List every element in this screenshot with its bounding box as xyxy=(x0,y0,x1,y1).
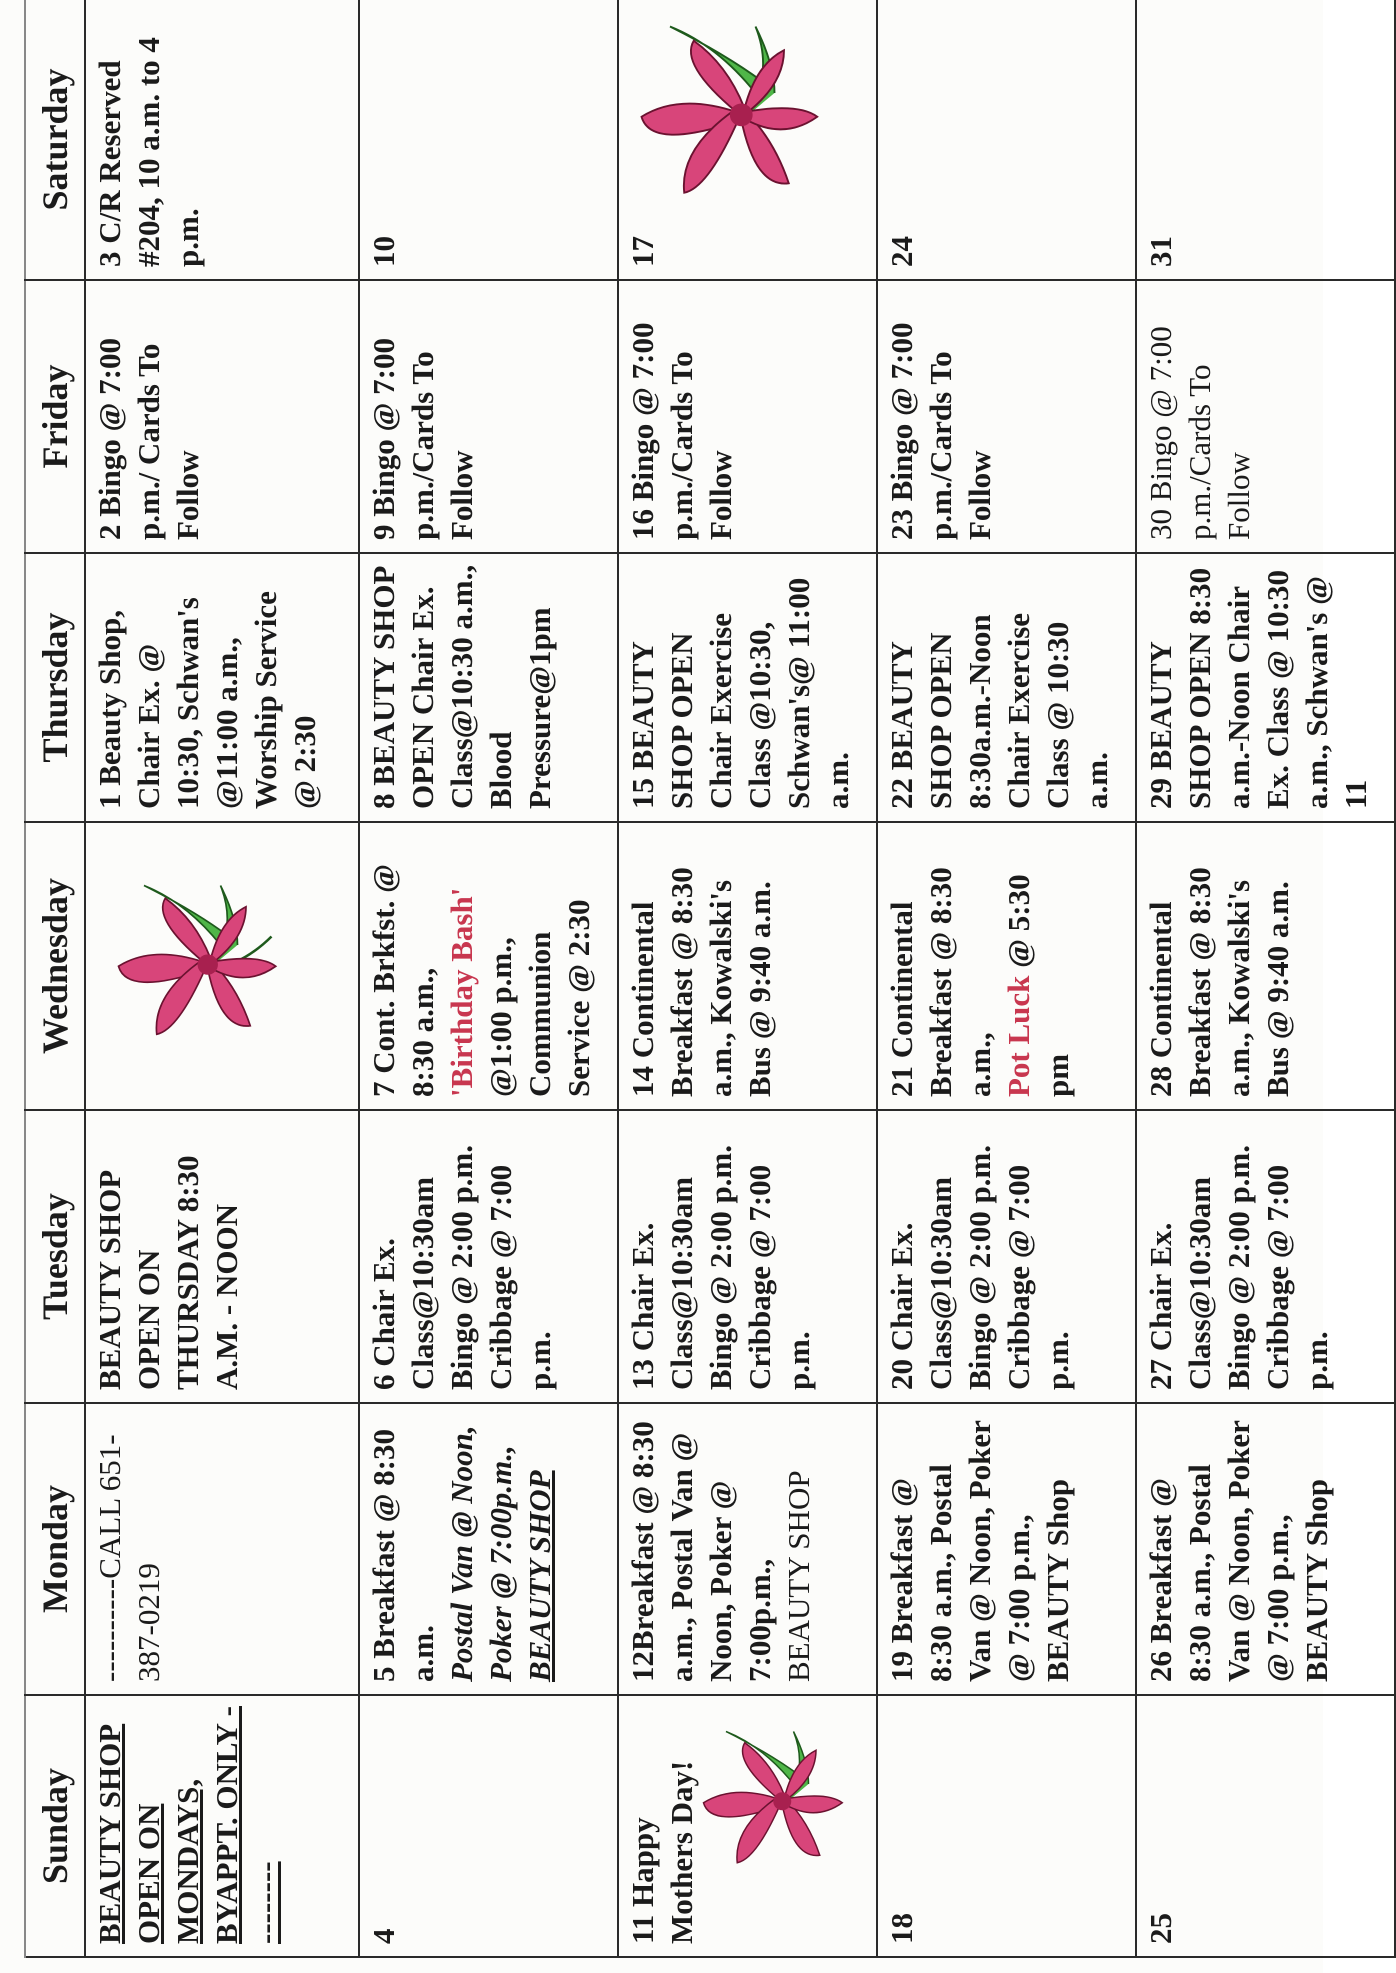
day-cell-tue-week2: 6 Chair Ex. Class@10:30am Bingo @ 2:00 p.m. Cribbage @ 7:00 p.m. xyxy=(359,1110,618,1403)
day-cell-thu-week2: 8 BEAUTY SHOP OPEN Chair Ex. Class@10:30 a.m., Blood Pressure@1pm xyxy=(359,553,618,822)
day-cell-fri-week1: 2 Bingo @ 7:00 p.m./ Cards To Follow xyxy=(85,280,359,553)
day-cell-sat-week4: 24 xyxy=(877,0,1136,280)
pink-flower-icon xyxy=(632,17,822,207)
week-row-3 xyxy=(618,0,877,1957)
week-row-2 xyxy=(359,0,618,1957)
day-cell-sun-week1: BEAUTY SHOP OPEN ON MONDAYS, BYAPPT. ONLY --------- xyxy=(85,1695,359,1957)
day-cell-wed-week2: 7 Cont. Brkfst. @ 8:30 a.m., 'Birthday Bash' @1:00 p.m., Communion Service @ 2:30 xyxy=(359,822,618,1110)
day-cell-thu-week1: 1 Beauty Shop, Chair Ex. @ 10:30, Schwan's @11:00 a.m., Worship Service @ 2:30 xyxy=(85,553,359,822)
day-header-tuesday: Tuesday xyxy=(25,1110,85,1403)
day-header-sunday: Sunday xyxy=(25,1695,85,1957)
day-cell-mon-week4: 19 Breakfast @ 8:30 a.m., Postal Van @ Noon, Poker @ 7:00 p.m., BEAUTY Shop xyxy=(877,1403,1136,1695)
day-cell-fri-week3: 16 Bingo @ 7:00 p.m./Cards To Follow xyxy=(618,280,877,553)
pink-flower-icon xyxy=(110,877,280,1047)
day-header-thursday: Thursday xyxy=(25,553,85,822)
day-cell-sat-week1: 3 C/R Reserved #204, 10 a.m. to 4 p.m. xyxy=(85,0,359,280)
day-cell-fri-week2: 9 Bingo @ 7:00 p.m./Cards To Follow xyxy=(359,280,618,553)
pink-flower-icon xyxy=(696,1724,846,1874)
day-cell-sun-week3: 11 Happy Mothers Day! xyxy=(618,1695,877,1957)
day-header-saturday: Saturday xyxy=(25,0,85,280)
day-header-friday: Friday xyxy=(25,280,85,553)
day-cell-sat-week5: 31 xyxy=(1136,0,1395,280)
day-cell-sun-week2: 4 xyxy=(359,1695,618,1957)
day-cell-thu-week5: 29 BEAUTY SHOP OPEN 8:30 a.m.-Noon Chair Ex. Class @ 10:30 a.m., Schwan's @ 11 xyxy=(1136,553,1395,822)
flower-decoration xyxy=(90,833,358,1097)
day-cell-fri-week5: 30 Bingo @ 7:00 p.m./Cards To Follow xyxy=(1136,280,1395,553)
day-cell-mon-week2: 5 Breakfast @ 8:30 a.m. Postal Van @ Noon, Poker @ 7:00p.m., BEAUTY SHOP xyxy=(359,1403,618,1695)
day-cell-wed-week5: 28 Continental Breakfast @ 8:30 a.m., Kowalski's Bus @ 9:40 a.m. xyxy=(1136,822,1395,1110)
week-row-4 xyxy=(877,0,1136,1957)
day-cell-fri-week4: 23 Bingo @ 7:00 p.m./Cards To Follow xyxy=(877,280,1136,553)
day-cell-thu-week3: 15 BEAUTY SHOP OPEN Chair Exercise Class @10:30, Schwan's@ 11:00 a.m. xyxy=(618,553,877,822)
day-cell-sun-week5: 25 xyxy=(1136,1695,1395,1957)
day-cell-tue-week4: 20 Chair Ex. Class@10:30am Bingo @ 2:00 p.m. Cribbage @ 7:00 p.m. xyxy=(877,1110,1136,1403)
week-row-5 xyxy=(1136,0,1395,1957)
day-cell-wed-week1 xyxy=(85,822,359,1110)
day-header-wednesday: Wednesday xyxy=(25,822,85,1110)
day-cell-mon-week1: ----------CALL 651-387-0219 xyxy=(85,1403,359,1695)
day-cell-mon-week5: 26 Breakfast @ 8:30 a.m., Postal Van @ Noon, Poker @ 7:00 p.m., BEAUTY Shop xyxy=(1136,1403,1395,1695)
week-row-1 xyxy=(85,0,359,1957)
day-cell-sat-week2: 10 xyxy=(359,0,618,280)
day-cell-sun-week4: 18 xyxy=(877,1695,1136,1957)
day-cell-sat-week3: 17 xyxy=(618,0,877,280)
day-header-monday: Monday xyxy=(25,1403,85,1695)
day-cell-tue-week3: 13 Chair Ex. Class@10:30am Bingo @ 2:00 p.m. Cribbage @ 7:00 p.m. xyxy=(618,1110,877,1403)
day-header-row xyxy=(25,0,85,1957)
day-cell-tue-week5: 27 Chair Ex. Class@10:30am Bingo @ 2:00 p.m. Cribbage @ 7:00 p.m. xyxy=(1136,1110,1395,1403)
day-cell-wed-week4: 21 Continental Breakfast @ 8:30 a.m., Pot Luck @ 5:30 pm xyxy=(877,822,1136,1110)
monthly-calendar xyxy=(24,0,1396,1958)
day-cell-tue-week1: BEAUTY SHOP OPEN ON THURSDAY 8:30 A.M. - NOON xyxy=(85,1110,359,1403)
day-cell-thu-week4: 22 BEAUTY SHOP OPEN 8:30a.m.-Noon Chair Exercise Class @ 10:30 a.m. xyxy=(877,553,1136,822)
day-cell-mon-week3: 12Breakfast @ 8:30 a.m., Postal Van @ Noon, Poker @ 7:00p.m., BEAUTY SHOP xyxy=(618,1403,877,1695)
day-cell-wed-week3: 14 Continental Breakfast @ 8:30 a.m., Kowalski's Bus @ 9:40 a.m. xyxy=(618,822,877,1110)
